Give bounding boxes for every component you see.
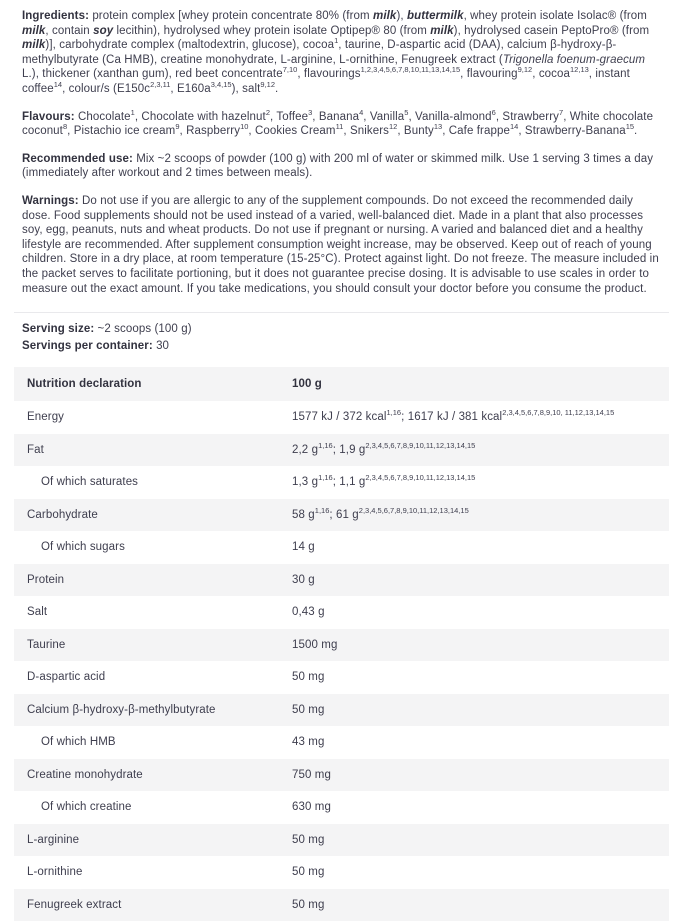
row-value: 30 g — [292, 573, 315, 586]
row-label: Creatine monohydrate — [27, 768, 143, 781]
row-label: Salt — [27, 606, 48, 619]
table-row — [14, 791, 669, 824]
row-value: 750 mg — [292, 768, 331, 781]
row-label: Protein — [27, 573, 65, 586]
serving-size-line: Serving size: ~2 scoops (100 g) — [22, 323, 192, 336]
row-label: L-ornithine — [27, 866, 83, 879]
table-row — [14, 401, 669, 434]
table-row — [14, 531, 669, 564]
row-label: Energy — [27, 411, 65, 424]
row-value: 50 mg — [292, 833, 325, 846]
header-value: 100 g — [292, 378, 322, 391]
row-label: Fat — [27, 443, 44, 456]
row-label: Of which creatine — [41, 801, 132, 814]
servings-per-container-line: Servings per container: 30 — [22, 339, 170, 352]
table-row — [14, 596, 669, 629]
row-label: Calcium β-hydroxy-β-methylbutyrate — [27, 703, 216, 716]
warnings-paragraph: Warnings: Do not use if you are allergic to any of the supplement compounds. Do not exceed the recommended daily dose. Food supplements should not be used instead of a varied, well-balanced diet. Made in a plant that also processes soy, egg, peanuts, nuts and wheat products. Do not use if pregnant or nursing. A varied and balanced diet and a healthy lifestyle are recommended. After supplement consumption weight increase, may be observed. Keep out of reach of young children. Store in a dry place, at room temperature (15-25°C). Protect against light. Do not freeze. The measure included in the packet serves to facilitate portioning, but it does not guarantee precise dosing. It is advisable to use scales in order to measure out the exact amount. If you take medications, you should consult your doctor before you consume the product. — [22, 194, 659, 295]
row-label: Taurine — [27, 638, 66, 651]
table-row — [14, 629, 669, 662]
row-label: Of which saturates — [41, 476, 139, 489]
table-row — [14, 434, 669, 467]
row-label: Of which HMB — [41, 736, 116, 749]
row-label: D-aspartic acid — [27, 671, 106, 684]
row-value: 14 g — [292, 541, 315, 554]
serving-info-section — [14, 312, 669, 354]
table-header-row — [14, 367, 669, 401]
table-row — [14, 564, 669, 597]
row-value: 43 mg — [292, 736, 325, 749]
table-row — [14, 889, 669, 921]
table-row — [14, 694, 669, 727]
row-value: 0,43 g — [292, 606, 325, 619]
table-row — [14, 856, 669, 889]
row-value: 50 mg — [292, 866, 325, 879]
recommended-use-paragraph: Recommended use: Mix ~2 scoops of powder (100 g) with 200 ml of water or skimmed milk. Use 1 serving 3 times a day (immediately after workout and 2 times between meals). — [22, 152, 654, 180]
row-label: Carbohydrate — [27, 508, 98, 521]
header-label: Nutrition declaration — [27, 378, 142, 391]
nutrition-table — [14, 367, 669, 921]
table-row — [14, 661, 669, 694]
row-value: 630 mg — [292, 801, 331, 814]
row-value: 1500 mg — [292, 638, 338, 651]
table-row — [14, 759, 669, 792]
row-value: 1577 kJ / 372 kcal$^{1,16}$; 1617 kJ / 381 kcal$^{2,3,4,5,6,7,8,9,10, 11,12,13,14,15}$ — [292, 408, 615, 424]
row-label: Of which sugars — [41, 541, 125, 554]
ingredients-paragraph: Ingredients: protein complex [whey protein concentrate 80% (from milk), buttermilk, whey protein isolate Isolac® (from milk, contain soy lecithin), hydrolysed whey protein isolate Optipep® 80 (from milk), hydrolysed casein PeptoPro® (from milk)], carbohydrate complex (maltodextrin, glucose), cocoa$^1$, taurine, D-aspartic acid (DAA), calcium β-hydroxy-β-methylbutyrate (Ca HMB), creatine monohydrate, L-arginine, L-ornithine, Fenugreek extract (Trigonella foenum-graecum L.), thickener (xanthan gum), red beet concentrate$^{7,10}$, flavourings$^{1,2,3,4,5,6,7,8,10,11,13,14,15}$, flavouring$^{9,12}$, cocoa$^{12,13}$, instant coffee$^{14}$, colour/s ($E150c^{2,3,11}$, $E160a^{3,4,15}$), salt$^{9,12}$. — [22, 10, 650, 95]
row-label: Fenugreek extract — [27, 898, 122, 911]
row-value: 50 mg — [292, 898, 325, 911]
row-value: 1,3 $g^{1,16}$; 1,1 $g^{2,3,4,5,6,7,8,9,10,11,12,13,14,15}$ — [292, 473, 476, 489]
nutrition-table-rows — [14, 401, 669, 921]
table-row — [14, 499, 669, 532]
row-value: 58 $g^{1,16}$; 61 $g^{2,3,4,5,6,7,8,9,10,11,12,13,14,15}$ — [292, 506, 469, 521]
row-label: L-arginine — [27, 833, 80, 846]
row-value: 50 mg — [292, 671, 325, 684]
table-row — [14, 466, 669, 499]
row-value: 50 mg — [292, 703, 325, 716]
row-value: 2,2 $g^{1,16}$; 1,9 $g^{2,3,4,5,6,7,8,9,10,11,12,13,14,15}$ — [292, 441, 476, 456]
flavours-paragraph: Flavours: Chocolate$^1$, Chocolate with hazelnut$^2$, Toffee$^3$, Banana$^4$, Vanilla$^5$, Vanilla-almond$^6$, Strawberry$^7$, White chocolate coconut$^8$, Pistachio ice cream$^9$, Raspberry$^{10}$, Cookies Cream$^{11}$, Snikers$^{12}$, Bunty$^{13}$, Cafe frappe$^{14}$, Strawberry-Banana$^{15}$. — [22, 107, 654, 138]
table-row — [14, 726, 669, 759]
table-row — [14, 824, 669, 857]
